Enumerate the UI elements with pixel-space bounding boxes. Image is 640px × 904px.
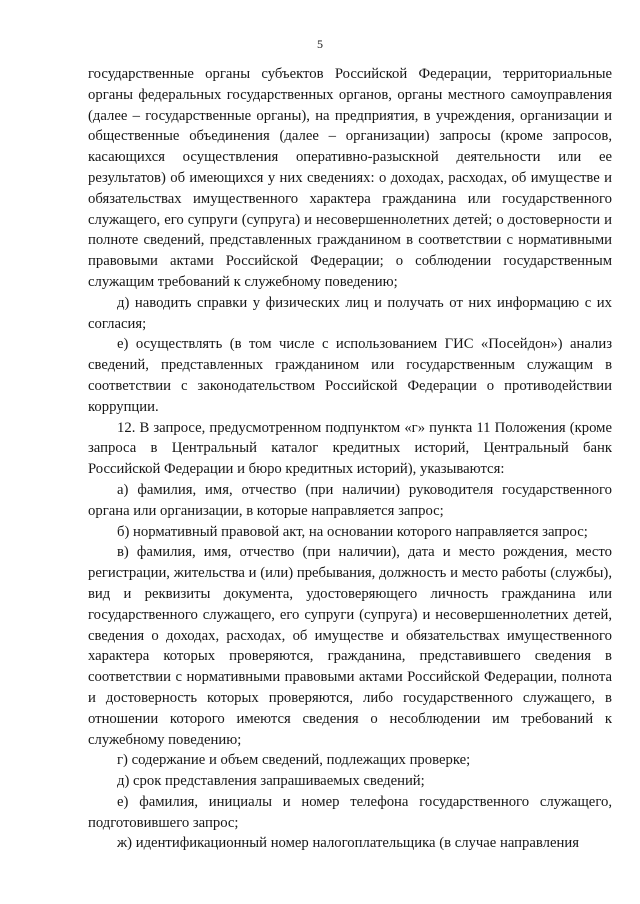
paragraph-clause-12-v: в) фамилия, имя, отчество (при наличии), дата и место рождения, место регистрации, жительства и (или) пребывания, должность и место работы (службы), вид и реквизиты документа, удостоверяющего личность гражданина или государственного служащего, его супруги (супруга) и несовершеннолетних детей, сведения о доходах, расходах, об имуществе и обязательствах имущественного характера которых проверяются, гражданина, представившего сведения в соответствии с нормативными правовыми актами Российской Федерации, полнота и достоверность которых проверяются, либо государственного служащего, в отношении которого имеются сведения о несоблюдении им требований к служебному поведению;: [88, 544, 612, 748]
paragraph-clause-12-e: е) фамилия, инициалы и номер телефона государственного служащего, подготовившего запрос;: [88, 793, 612, 831]
paragraph-continuation: государственные органы субъектов Российской Федерации, территориальные органы федеральных государственных органов, органы местного самоуправления (далее – государственные органы), на предприятия, в учреждения, организации и общественные объединения (далее – организации) запросы (кроме запросов, касающихся осуществления оперативно-разыскной деятельности или ее результатов) об имеющихся у них сведениях: о доходах, расходах, об имуществе и обязательствах имущественного характера гражданина или государственного служащего, его супруги (супруга) и несовершеннолетних детей; о достоверности и полноте сведений, представленных гражданином в соответствии с нормативными правовыми актами Российской Федерации; о соблюдении государственным служащим требований к служебному поведению;: [88, 66, 612, 290]
paragraph-clause-12-d: д) срок представления запрашиваемых сведений;: [117, 773, 425, 790]
paragraph-clause-12-b: б) нормативный правовой акт, на основании которого направляется запрос;: [117, 523, 588, 540]
page-number: 5: [317, 37, 323, 51]
paragraph-subitem-e: е) осуществлять (в том числе с использованием ГИС «Посейдон») анализ сведений, представленных гражданином или государственным служащим в соответствии с законодательством Российской Федерации о противодействии коррупции.: [88, 336, 612, 415]
paragraph-clause-12-zh: ж) идентификационный номер налогоплательщика (в случае направления: [117, 835, 579, 852]
paragraph-clause-12: 12. В запросе, предусмотренном подпунктом «г» пункта 11 Положения (кроме запроса в Центральный каталог кредитных историй, Центральный банк Российской Федерации и бюро кредитных историй), указываются:: [88, 419, 612, 478]
document-body: [88, 64, 612, 854]
paragraph-subitem-d: д) наводить справки у физических лиц и получать от них информацию с их согласия;: [88, 294, 612, 332]
paragraph-clause-12-g: г) содержание и объем сведений, подлежащих проверке;: [117, 752, 471, 769]
paragraph-clause-12-a: а) фамилия, имя, отчество (при наличии) руководителя государственного органа или организации, в которые направляется запрос;: [88, 481, 612, 519]
